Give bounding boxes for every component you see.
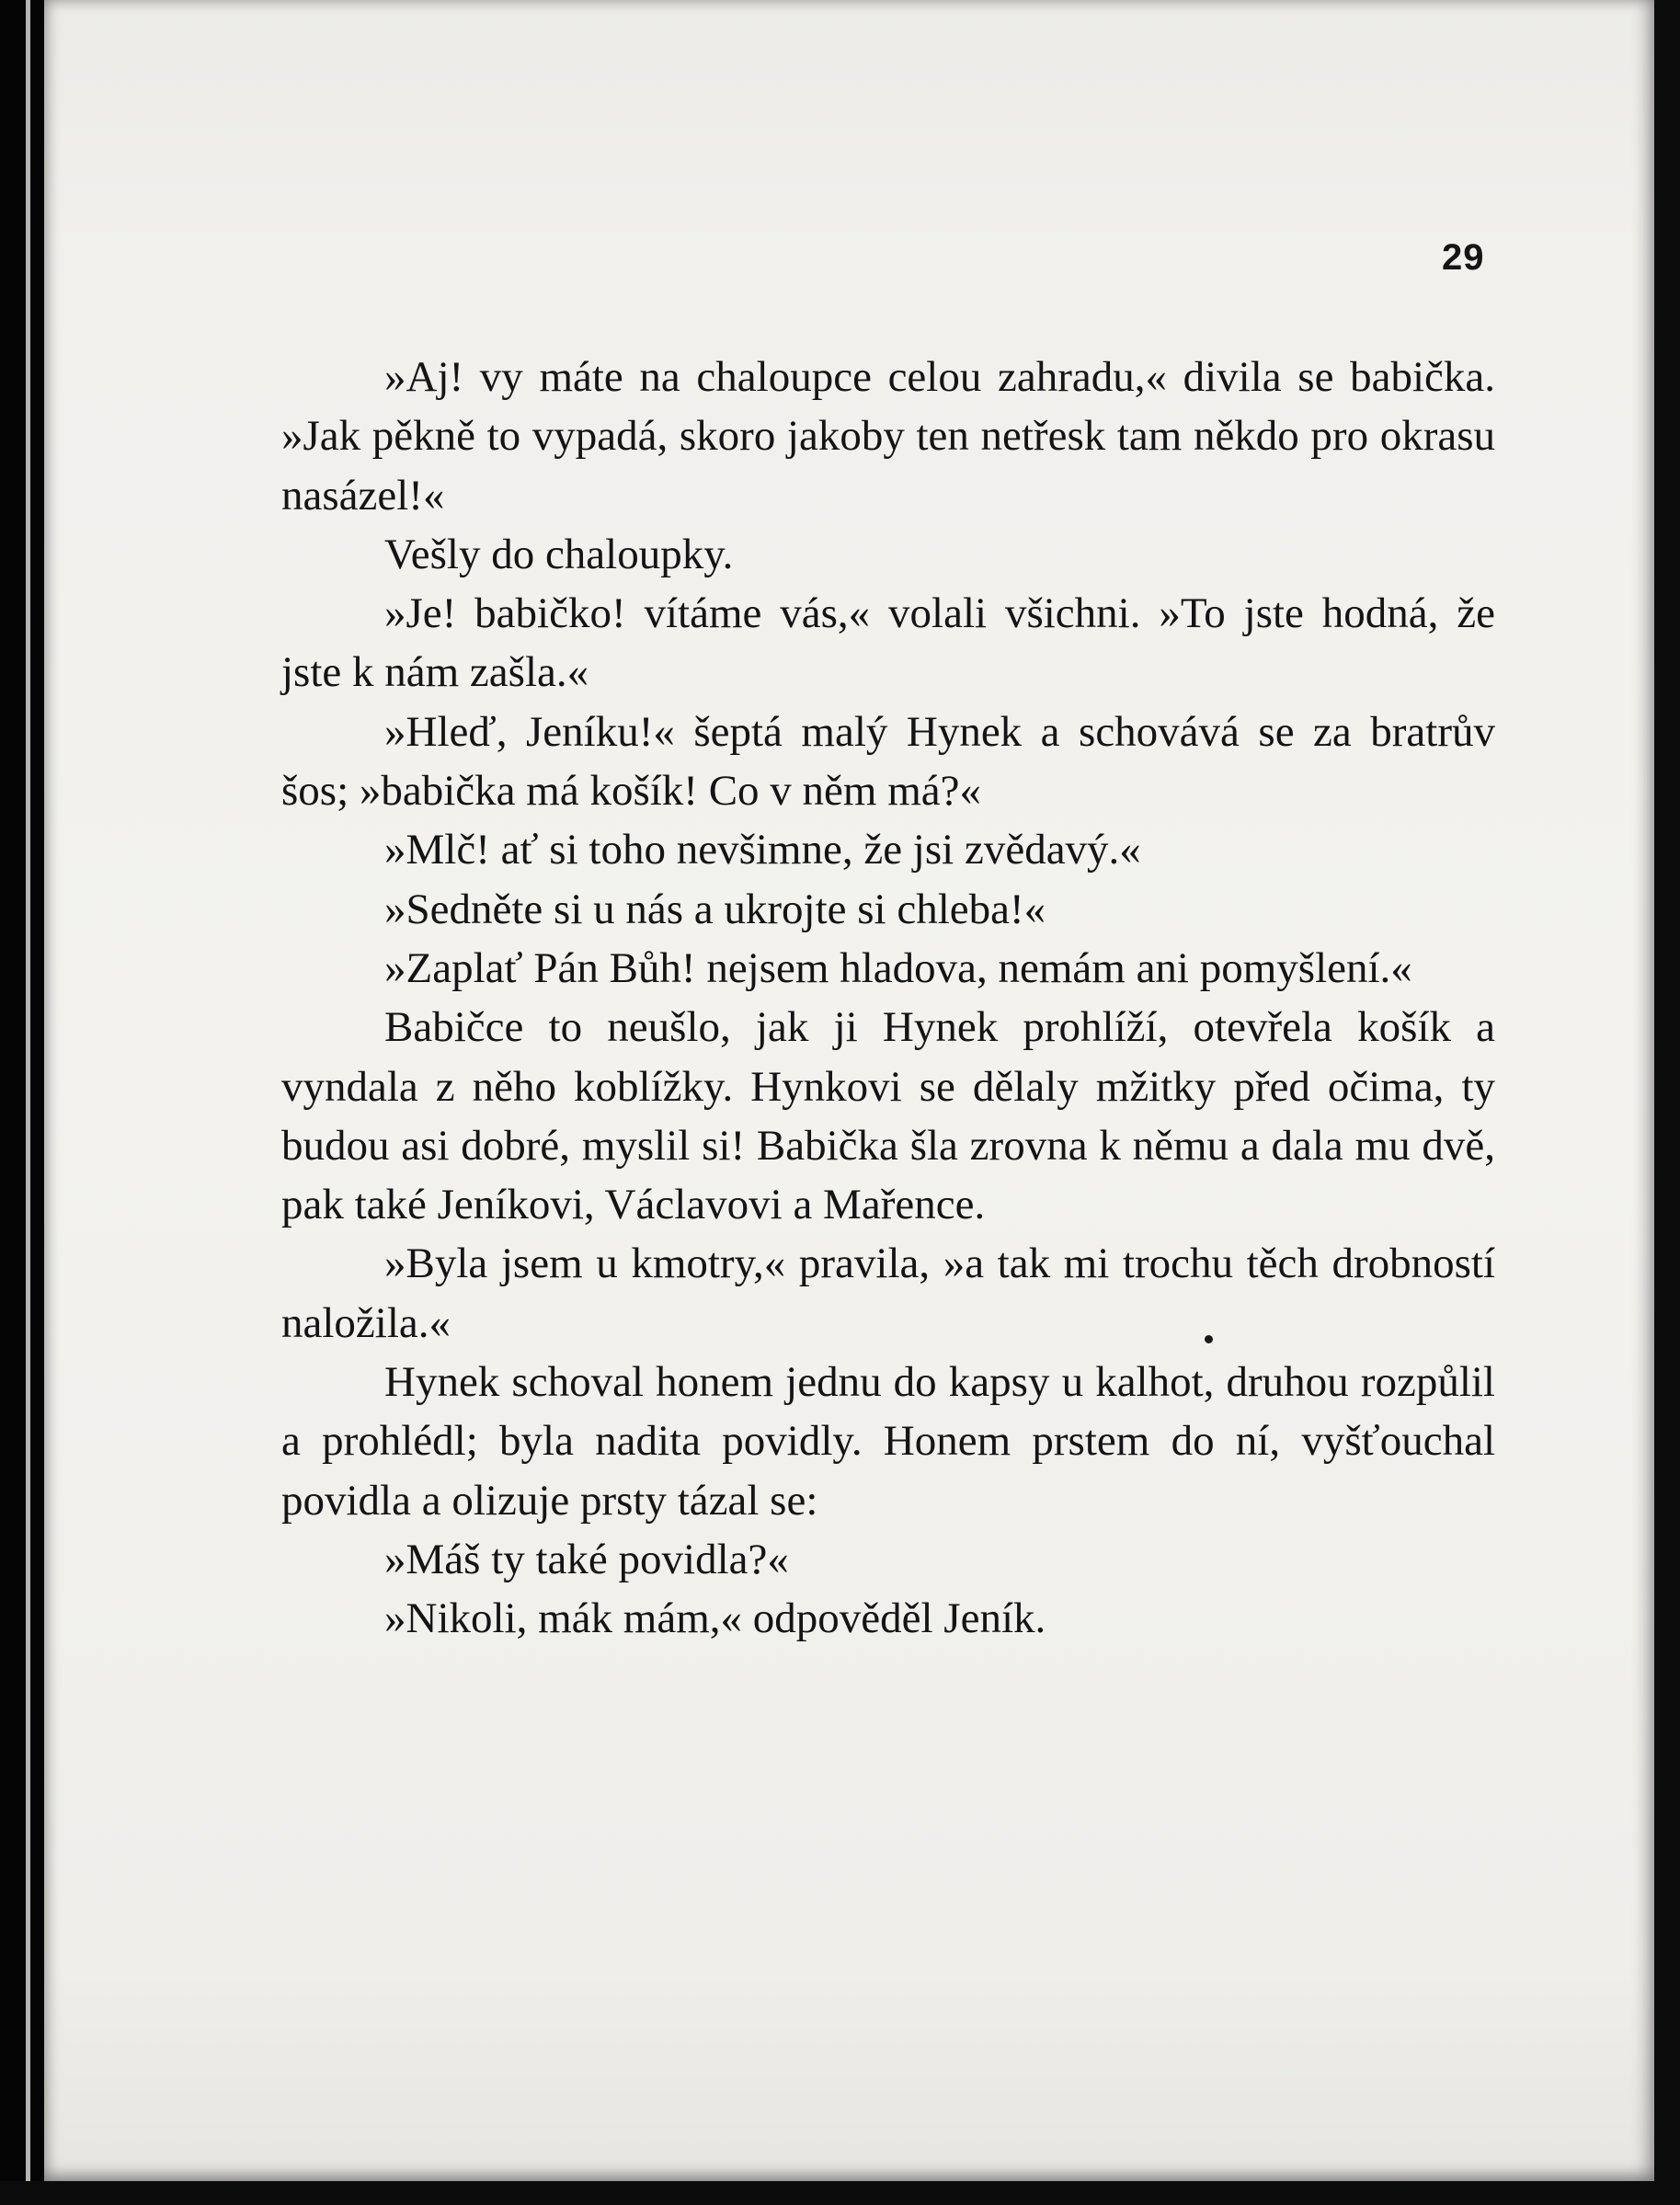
paragraph: »Byla jsem u kmotry,« pravila, »a tak mi trochu těch drobností naložila.« (281, 1240, 1495, 1347)
paragraph: Hynek schoval honem jednu do kapsy u kalhot, druhou rozpůlil a prohlédl; byla nadita povidly. Honem prstem do ní, vyšťouchal povidla a olizuje prsty tázal se: (281, 1358, 1495, 1525)
ink-speck (1205, 1335, 1213, 1343)
page-number: 29 (1442, 237, 1485, 278)
paragraph: Vešly do chaloupky. (384, 530, 734, 578)
paragraph: »Nikoli, mák mám,« odpověděl Jeník. (384, 1594, 1046, 1643)
page-text (281, 348, 1495, 1649)
book-page (44, 0, 1654, 2181)
binding-edge-line (26, 0, 30, 2205)
page-bottom-edge (0, 2181, 1680, 2205)
paragraph: »Máš ty také povidla?« (384, 1535, 789, 1583)
paragraph: »Hleď, Jeníku!« šeptá malý Hynek a schovává se za bratrův šos; »babička má košík! Co v něm má?« (281, 707, 1495, 816)
book-binding (0, 0, 44, 2205)
paragraph: Babičce to neušlo, jak ji Hynek prohlíží, otevřela košík a vyndala z něho koblížky. Hynkovi se dělaly mžitky před očima, ty budou asi dobré, myslil si! Babička šla zrovna k němu a dala mu dvě, pak také Jeníkovi, Václavovi a Mařence. (281, 1003, 1495, 1229)
page-right-edge (1654, 0, 1680, 2205)
paragraph: »Zaplať Pán Bůh! nejsem hladova, nemám ani pomyšlení.« (384, 943, 1412, 992)
paragraph: »Mlč! ať si toho nevšimne, že jsi zvědavý.« (384, 826, 1141, 874)
paragraph: »Sedněte si u nás a ukrojte si chleba!« (384, 885, 1046, 933)
paragraph: »Aj! vy máte na chaloupce celou zahradu,« divila se babička. »Jak pěkně to vypadá, skoro jakoby ten netřesk tam někdo pro okrasu nasázel!« (281, 353, 1495, 520)
paragraph: »Je! babičko! vítáme vás,« volali všichni. »To jste hodná, že jste k nám zašla.« (281, 589, 1495, 697)
